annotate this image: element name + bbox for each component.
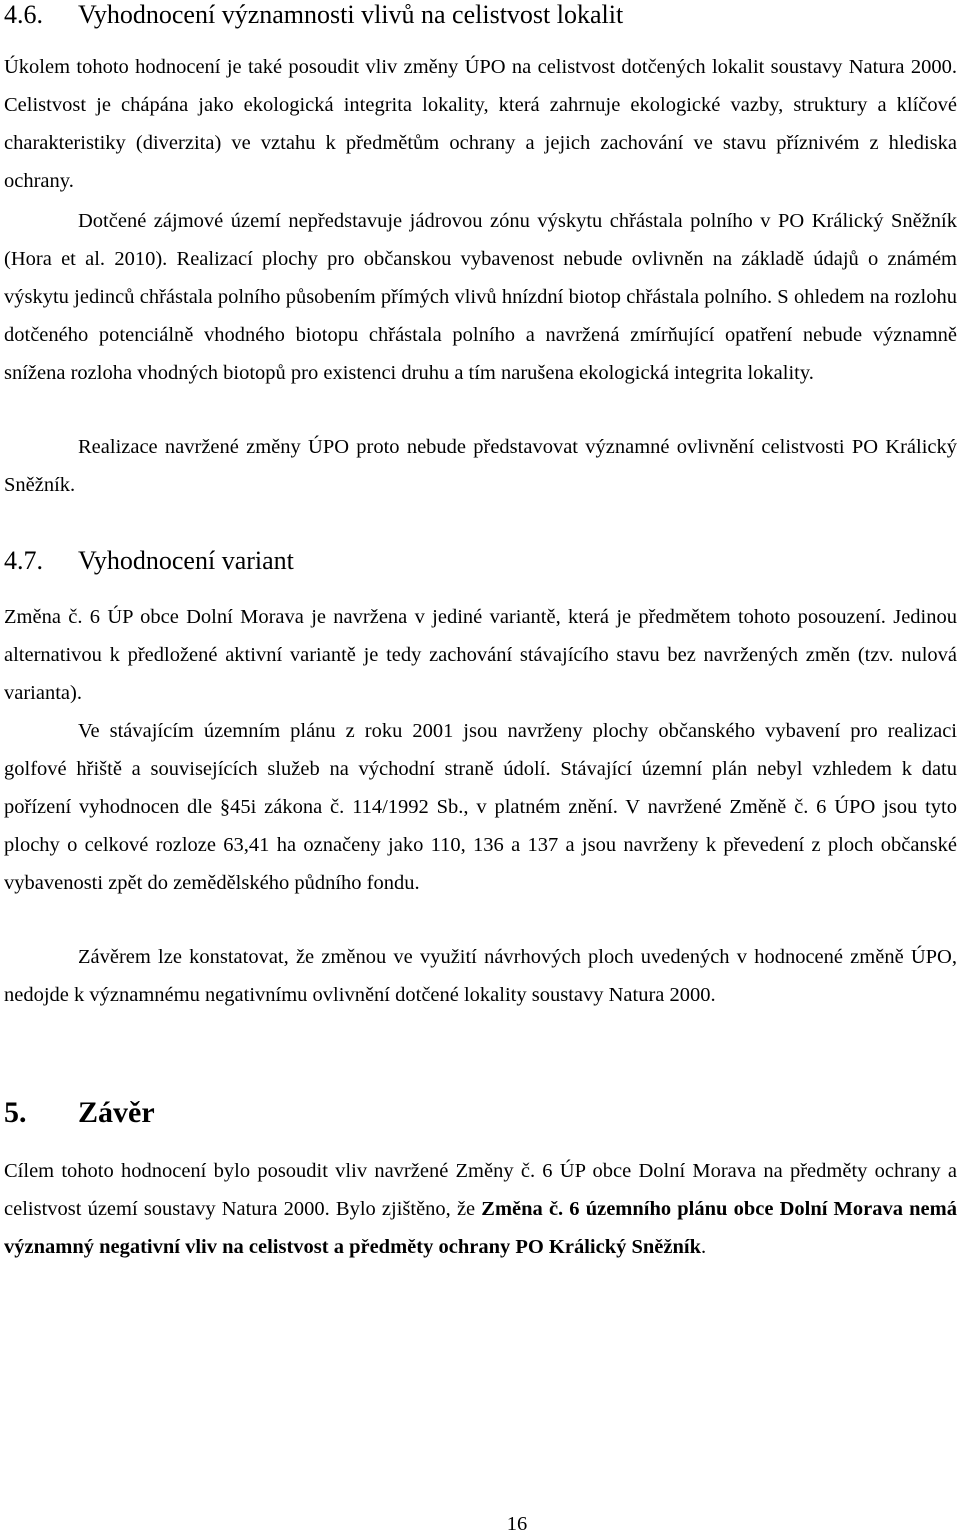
heading-5-title: Závěr bbox=[78, 1096, 155, 1129]
conclusion-text: Cílem tohoto hodnocení bylo posoudit vliv navržené Změny č. 6 ÚP obce Dolní Morava na předměty ochrany a celistvost území soustavy Natura 2000. Bylo zjištěno, že bbox=[4, 1160, 957, 1220]
conclusion-bold-statement: Změna č. 6 územního plánu obce Dolní Morava nemá významný negativní vliv na celistvost a předměty ochrany PO Králický Sněžník bbox=[4, 1198, 957, 1258]
page-number: 16 bbox=[506, 1513, 528, 1535]
heading-5 bbox=[4, 1096, 957, 1130]
heading-4-7 bbox=[4, 546, 957, 576]
heading-4-6-number: 4.6. bbox=[4, 0, 43, 29]
heading-4-6-title: Vyhodnocení významnosti vlivů na celistvost lokalit bbox=[78, 0, 624, 29]
paragraph-4-6-conclusion: Realizace navržené změny ÚPO proto nebude představovat významné ovlivnění celistvosti PO Králický Sněžník. bbox=[4, 436, 957, 496]
paragraph-final-conclusion bbox=[4, 1152, 957, 1266]
paragraph-chrastal-impact: Dotčené zájmové území nepředstavuje jádrovou zónu výskytu chřástala polního v PO Králický Sněžník (Hora et al. 2010). Realizací plochy pro občanskou vybavenost nebude ovlivněn na základě údajů o známém výskytu jedinců chřástala polního působením přímých vlivů hnízdní biotop chřástala polního. S ohledem na rozlohu dotčeného potenciálně vhodného biotopu chřástala polního a navržená zmírňující opatření nebude významně snížena rozloha vhodných biotopů pro existenci druhu a tím narušena ekologická integrita lokality. bbox=[4, 210, 957, 384]
heading-4-6 bbox=[4, 0, 957, 30]
conclusion-period: . bbox=[701, 1236, 707, 1258]
paragraph-single-variant: Změna č. 6 ÚP obce Dolní Morava je navržena v jediné variantě, která je předmětem tohoto posouzení. Jedinou alternativou k předložené aktivní variantě je tedy zachování stávajícího stavu bez navržených změn (tzv. nulová varianta). bbox=[4, 606, 957, 704]
paragraph-celistvost-definition: Úkolem tohoto hodnocení je také posoudit vliv změny ÚPO na celistvost dotčených lokalit soustavy Natura 2000. Celistvost je chápána jako ekologická integrita lokality, která zahrnuje ekologické vazby, struktury a klíčové charakteristiky (diverzita) ve vztahu k předmětům ochrany a jejich zachování ve stavu příznivém z hlediska ochrany. bbox=[4, 56, 957, 192]
heading-5-number: 5. bbox=[4, 1096, 27, 1129]
heading-4-7-number: 4.7. bbox=[4, 546, 43, 575]
paragraph-existing-plan: Ve stávajícím územním plánu z roku 2001 jsou navrženy plochy občanského vybavení pro realizaci golfové hřiště a souvisejících služeb na východní straně údolí. Stávající územní plán nebyl vzhledem k datu pořízení vyhodnocen dle §45i zákona č. 114/1992 Sb., v platném znění. V navržené Změně č. 6 ÚPO jsou tyto plochy o celkové rozloze 63,41 ha označeny jako 110, 136 a 137 a jsou navrženy k převedení z ploch občanské vybavenosti zpět do zemědělského půdního fondu. bbox=[4, 720, 957, 894]
paragraph-4-7-conclusion: Závěrem lze konstatovat, že změnou ve využití návrhových ploch uvedených v hodnocené změně ÚPO, nedojde k významnému negativnímu ovlivnění dotčené lokality soustavy Natura 2000. bbox=[4, 946, 957, 1006]
heading-4-7-title: Vyhodnocení variant bbox=[78, 546, 294, 575]
